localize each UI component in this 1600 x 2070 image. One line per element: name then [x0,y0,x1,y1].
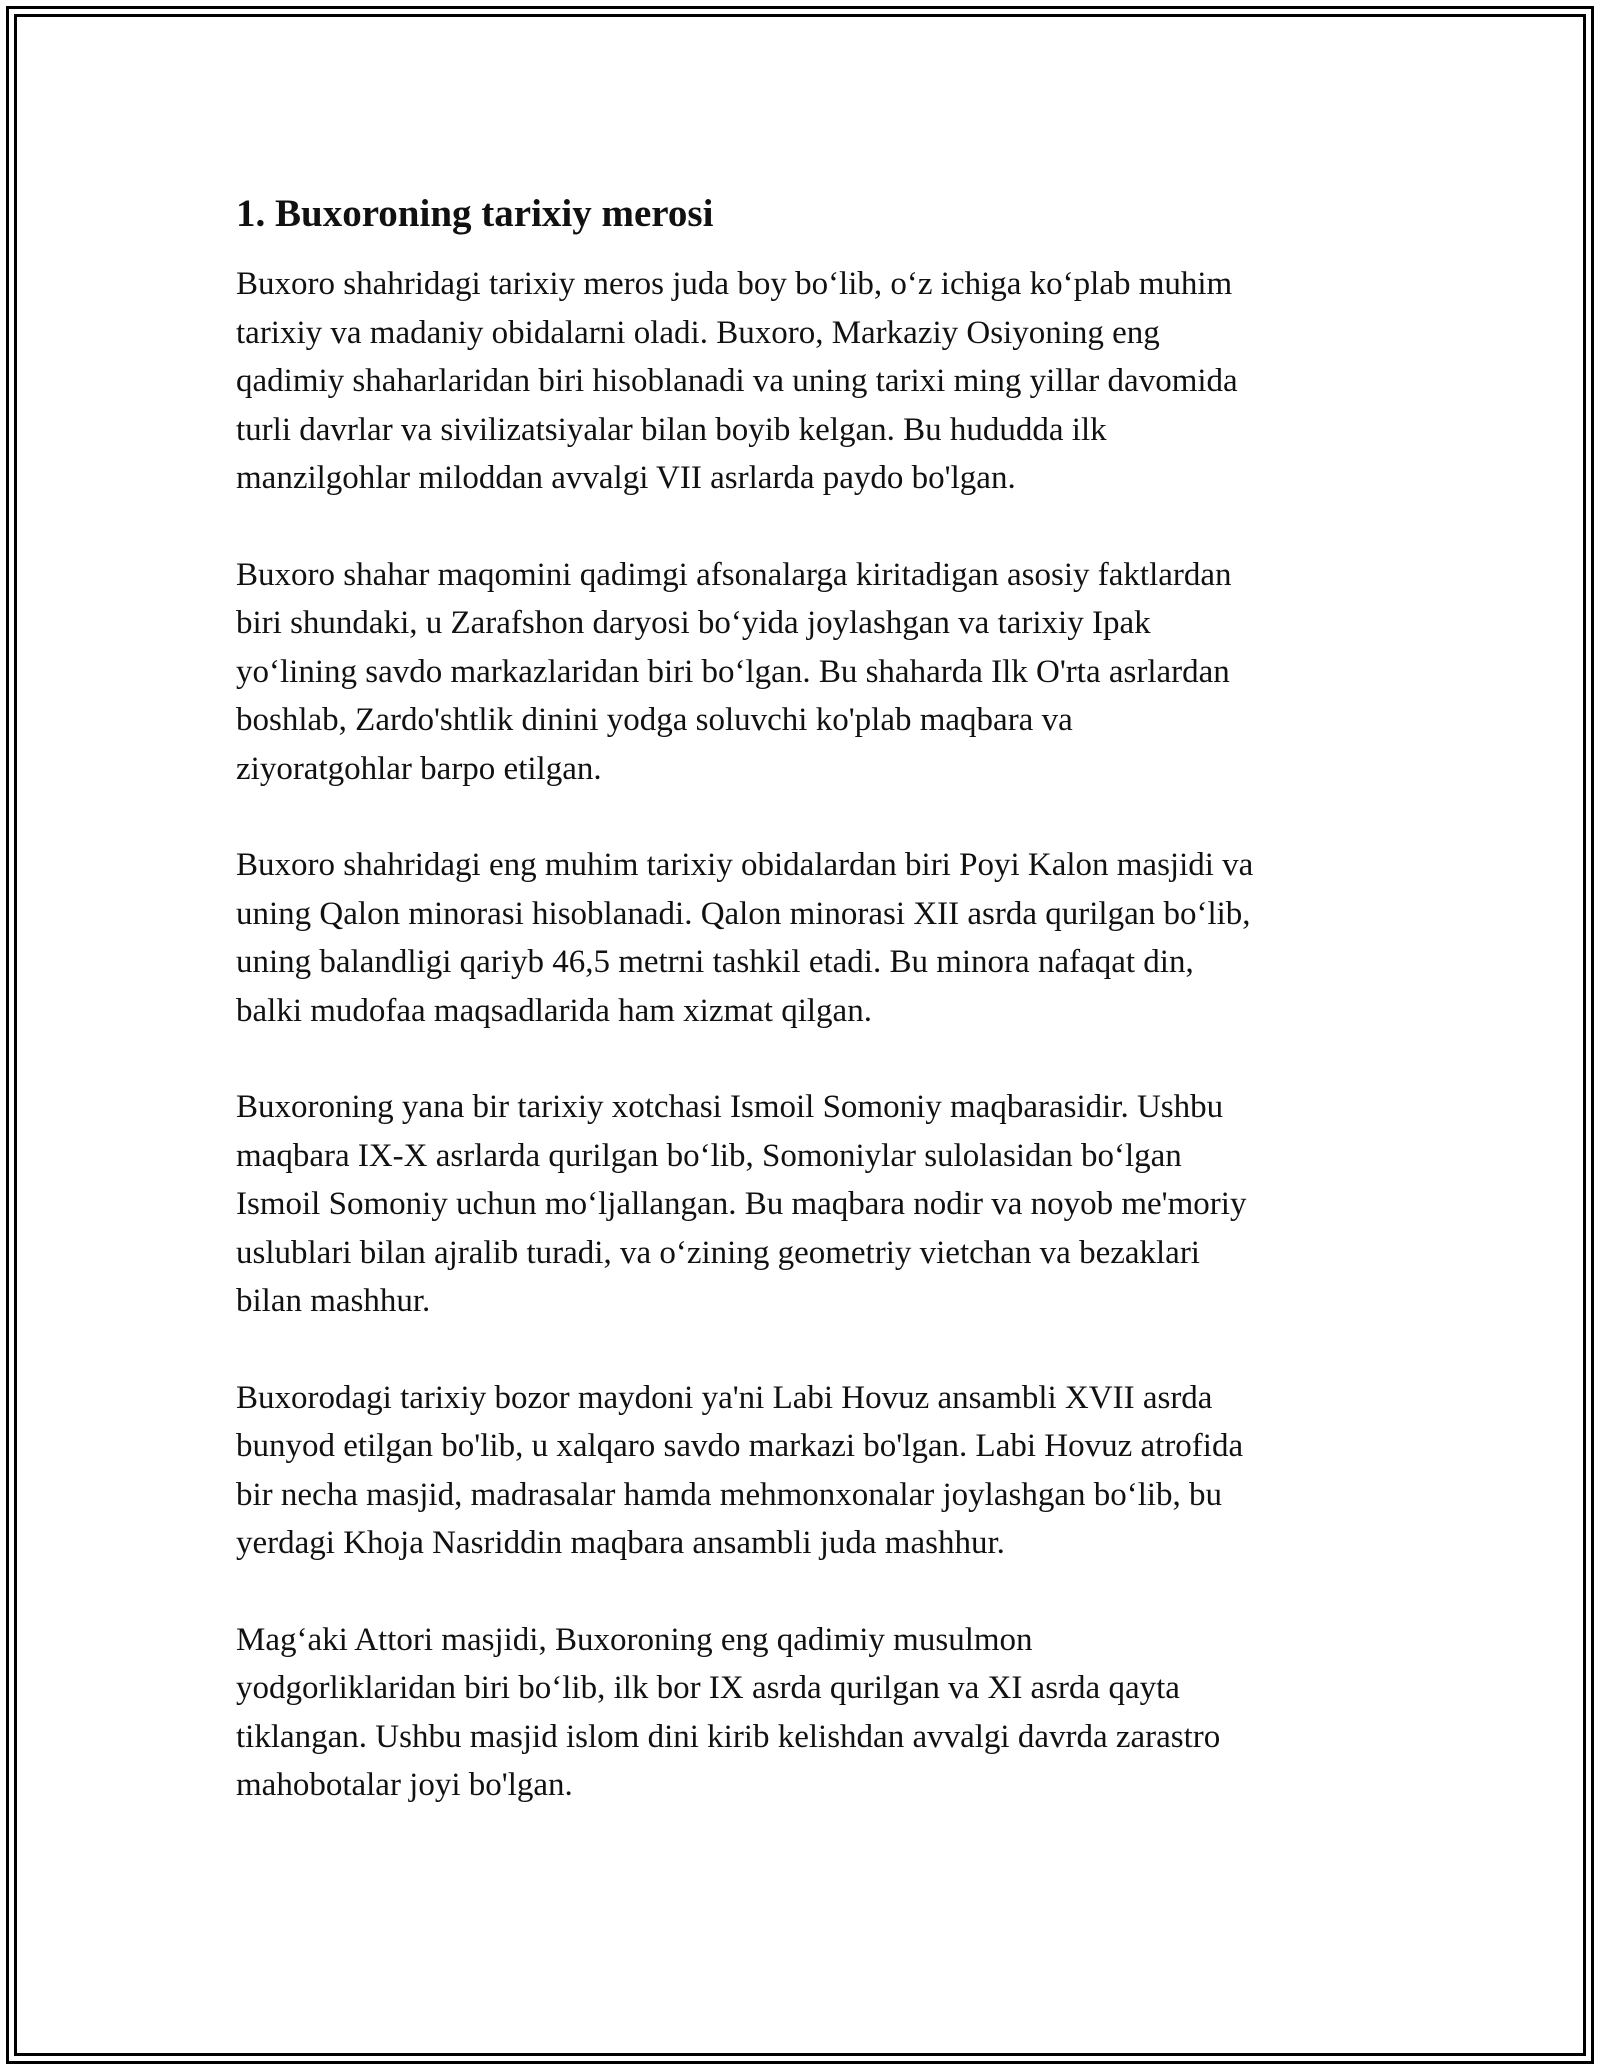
text-line: tiklangan. Ushbu masjid islom dini kirib kelishdan avvalgi davrda zarastro [236,1718,1221,1755]
text-line: maqbara IX-X asrlarda qurilgan bo‘lib, Somoniylar sulolasidan bo‘lgan [236,1137,1182,1174]
text-line: qadimiy shaharlaridan biri hisoblanadi va uning tarixi ming yillar davomida [236,363,1238,399]
paragraph-list [236,260,1376,1810]
text-line: mahobotalar joyi bo'lgan. [236,1767,573,1803]
text-line: Buxoro shahridagi eng muhim tarixiy obidalardan biri Poyi Kalon masjidi va [236,847,1254,883]
paragraph [236,1374,1376,1568]
text-line: bilan mashhur. [236,1283,431,1319]
text-line: tarixiy va madaniy obidalarni oladi. Buxoro, Markaziy Osiyoning eng [236,314,1160,351]
paragraph [236,260,1376,503]
text-line: boshlab, Zardo'shtlik dinini yodga soluvchi ko'plab maqbara va [236,702,1073,738]
text-line: balki mudofaa maqsadlarida ham xizmat qilgan. [236,992,872,1029]
paragraph [236,551,1376,794]
text-line: Ismoil Somoniy uchun mo‘ljallangan. Bu maqbara nodir va noyob me'moriy [236,1186,1247,1222]
text-line: bir necha masjid, madrasalar hamda mehmonxonalar joylashgan bo‘lib, bu [236,1476,1223,1513]
text-line: biri shundaki, u Zarafshon daryosi bo‘yida joylashgan va tarixiy Ipak [236,605,1151,641]
text-line: turli davrlar va sivilizatsiyalar bilan boyib kelgan. Bu hududda ilk [236,411,1107,448]
section-heading: 1. Buxoroning tarixiy merosi [236,192,714,235]
text-line: Buxorodagi tarixiy bozor maydoni ya'ni Labi Hovuz ansambli XVII asrda [236,1379,1213,1416]
text-line: Buxoroning yana bir tarixiy xotchasi Ismoil Somoniy maqbarasidir. Ushbu [236,1089,1224,1125]
text-line: manzilgohlar miloddan avvalgi VII asrlarda paydo bo'lgan. [236,460,1016,496]
paragraph [236,1616,1376,1810]
text-line: uning balandligi qariyb 46,5 metrni tashkil etadi. Bu minora nafaqat din, [236,944,1194,980]
text-line: uning Qalon minorasi hisoblanadi. Qalon minorasi XII asrda qurilgan bo‘lib, [236,895,1251,932]
text-line: bunyod etilgan bo'lib, u xalqaro savdo markazi bo'lgan. Labi Hovuz atrofida [236,1428,1244,1464]
text-line: yerdagi Khoja Nasriddin maqbara ansambli juda mashhur. [236,1525,1005,1561]
text-line: yodgorliklaridan biri bo‘lib, ilk bor IX asrda qurilgan va XI asrda qayta [236,1670,1180,1706]
text-line: ziyoratgohlar barpo etilgan. [236,750,602,787]
paragraph [236,841,1376,1035]
document-body [236,188,1376,1858]
text-line: Mag‘aki Attori masjidi, Buxoroning eng qadimiy musulmon [236,1621,1033,1658]
text-line: yo‘lining savdo markazlaridan biri bo‘lgan. Bu shaharda Ilk O'rta asrlardan [236,653,1230,690]
text-line: uslublari bilan ajralib turadi, va o‘zining geometriy vietchan va bezaklari [236,1234,1200,1271]
text-line: Buxoro shahar maqomini qadimgi afsonalarga kiritadigan asosiy faktlardan [236,556,1232,593]
text-line: Buxoro shahridagi tarixiy meros juda boy bo‘lib, o‘z ichiga ko‘plab muhim [236,266,1233,302]
paragraph [236,1083,1376,1326]
